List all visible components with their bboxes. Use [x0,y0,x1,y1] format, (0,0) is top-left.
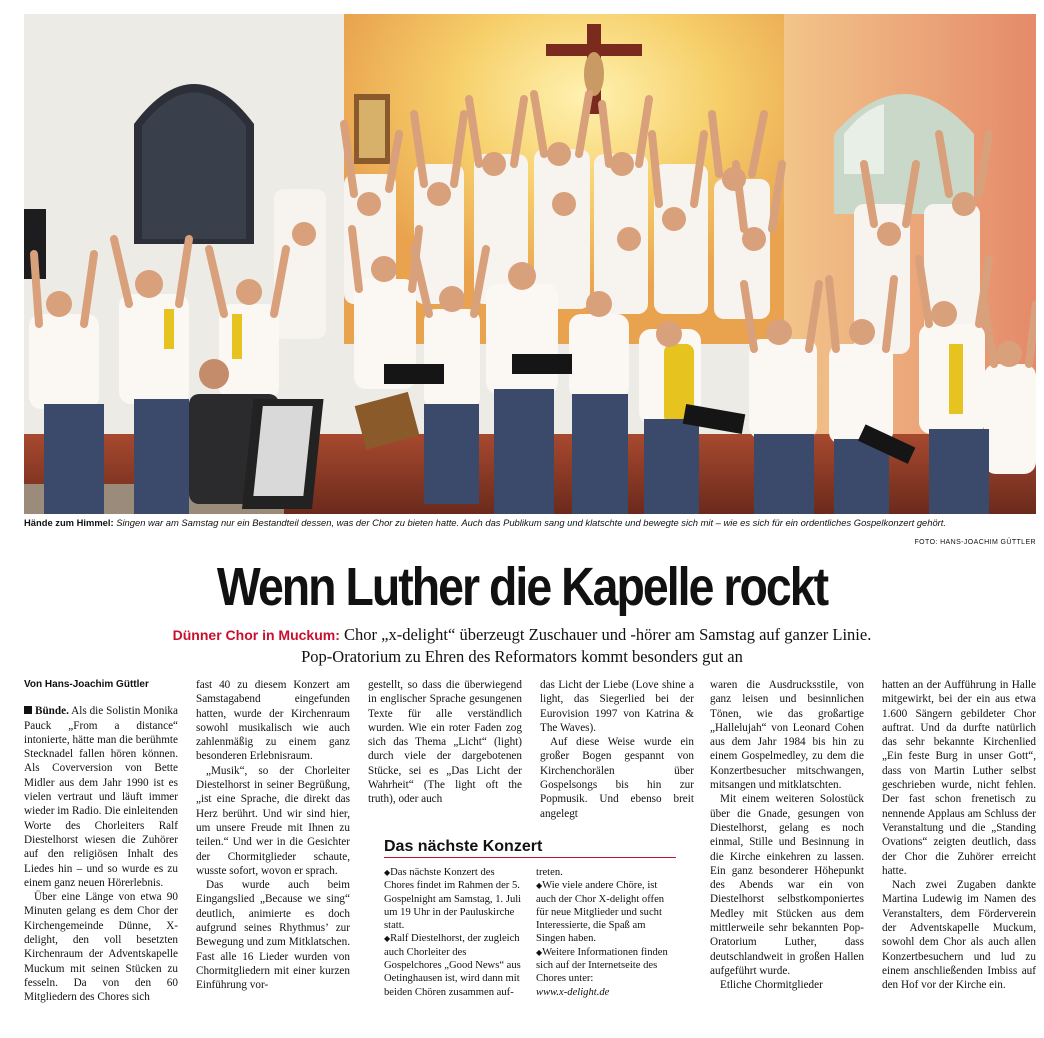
info-box-column-2 [536,866,676,999]
info-box [384,838,678,1034]
photo-credit: FOTO: HANS-JOACHIM GÜTTLER [914,539,1036,546]
subhead-kicker: Dünner Chor in Muckum: [172,627,340,643]
article-column-5 [710,678,864,1034]
subheadline [120,624,924,667]
article-paragraph [24,704,178,890]
article-paragraph: hatten an der Aufführung in Halle mitgewirkt, bei der ein aus etwa 1.600 Sängern gebildeter Chor auftrat. Und da durfte natürlich das sehr bekannte Kirchenlied „Ein feste Burg in unser Gott“, dass von Martin Luther selbst geschrieben wurde, nicht fehlen. Der fast schon frenetisch zu nennende Applaus am Schluss der Veranstaltung und die „Standing Ovations“ zeigten deutlich, dass der Chor die Zuhörer erreicht hatte. [882,679,1036,877]
caption-lead: Hände zum Himmel: [24,517,114,528]
article-paragraph: „Musik“, so der Chorleiter Diestelhorst in seiner Begrüßung, „ist eine Sprache, die direkt das Herz berührt. Und wir sind hier, um unsere Freude mit Ihnen zu teilen.“ Und wer in die Gesichter der Chormitglieder schaute, wusste sofort, wovon er sprach. [196,764,350,877]
article-paragraph: Auf diese Weise wurde ein großer Bogen gespannt von Kirchenchorälen über Gospelsongs bis hin zur Popmusik. Und ebenso breit angelegt [540,736,694,820]
info-item: treten. [536,867,563,878]
article-paragraph: Das wurde auch beim Eingangslied „Because we sing“ deutlich, animierte es doch aufgrund seines Rhythmus’ zur Bewegung und zum Mitklatschen. Fast alle 16 Lieder wurden von Chormitgliedern mit einer kurzen Einführung vor- [196,879,350,992]
article-column-3 [368,678,522,828]
article-paragraph: gestellt, so dass die überwiegend in englischer Sprache gesungenen Texte für alle verständlich wurden. Wie ein roter Faden zog sich das Thema „Licht“ (light) durch viele der dargebotenen Stücke, sei es „Das Licht der Wahrheit“ (The light oft the truth), oder auch [368,679,522,806]
article-column-4 [540,678,694,828]
info-item: ◆ Das nächste Konzert des Chores findet im Rahmen der 5. Gospelnight am Samstag, 1. Juli um 19 Uhr in der Pauluskirche statt. [384,866,524,932]
headline: Wenn Luther die Kapelle rockt [216,557,828,617]
article-column-2 [196,678,350,1034]
section-square-icon [24,706,32,714]
subhead-line1: Chor „x-delight“ überzeugt Zuschauer und -hörer am Samstag auf ganzer Linie. [344,625,872,644]
article-paragraph: Nach zwei Zugaben dankte Martina Ludewig im Namen des Veranstalters, dem Förderverein der Adventskapelle Muckum, sowohl dem Chor als auch allen Konzertbesuchern und lud zu einem anschließenden Imbiss auf den Hof vor der Kirche ein. [882,879,1036,992]
choir-photo-illustration [24,14,1036,514]
article-paragraph: Mit einem weiteren Solostück über die Gnade, gesungen von Diestelhorst, gelang es noch einmal, Stille und Besinnung in die Kirche einkehren zu lassen. Ein ganz besonderer Höhepunkt des Abends war ein von Diestelhorst selbstkomponiertes Medley mit Stücken aus dem mittlerweile sehr bekannten Pop-Oratorium Luther, dass deutschlandweit in großen Hallen aufgeführt wurde. [710,793,864,977]
dateline: Bünde. [35,705,69,718]
article-paragraph: das Licht der Liebe (Love shine a light, das Siegerlied bei der Eurovision 1997 von Katrina & The Waves). [540,679,694,734]
paragraph-text: Als die Solistin Monika Pauck „From a distance“ intonierte, hätte man die berühmte Stecknadel fallen hören können. Als Coverversion von Bette Midler aus dem Jahr 1990 ist es vielen vertraut und läuft immer wieder im Radio. Die einleitenden Worte des Chorleiters Ralf Diestelhorst wiesen die Zuhörer auf den religiösen Inhalt des Liedes hin – und so wurde es zu einem ganz neuen Hörerlebnis. [24,705,178,889]
info-item: ◆ Ralf Diestelhorst, der zugleich auch Chorleiter des Gospelchores „Good News“ aus Oetinghausen ist, wird dann mit beiden Chören zusammen auf- [384,932,524,998]
caption-text: Singen war am Samstag nur ein Bestandteil dessen, was der Chor zu bieten hatte. Auch das Publikum sang und klatschte und bewegte sich mit – wie es sich für ein ordentliches Gospelkonzert gehört. [116,517,947,528]
article-column-1 [24,678,178,1034]
subhead-line2: Pop-Oratorium zu Ehren des Reformators kommt besonders gut an [301,647,743,666]
article-paragraph: Etliche Chormitglieder [720,979,823,992]
byline: Von Hans-Joachim Güttler [24,679,149,690]
article-paragraph: waren die Ausdrucksstile, von ganz leisen und besinnlichen Tönen, wie das großartige „Hallelujah“ von Leonard Cohen aus dem Jahr 1984 bis hin zu einem Gospelmedley, zu dem die Konzertbesucher mitschwangen, mitsangen und mitklatschten. [710,679,864,792]
info-item: ◆ Wie viele andere Chöre, ist auch der Chor X-delight offen für neue Mitglieder und sucht Interessierte, die Spaß am Singen haben. [536,879,676,945]
photo-caption [24,517,1036,547]
article-paragraph: fast 40 zu diesem Konzert am Samstagabend eingefunden hatten, wurde der Kirchenraum sowohl musikalisch wie auch zahlenmäßig zu einem ganz besonderen Erlebnisraum. [196,679,350,763]
info-box-title: Das nächste Konzert [384,838,676,858]
article-column-6 [882,678,1036,1034]
article-paragraph: Über eine Länge von etwa 90 Minuten gelang es dem Chor der Kirchengemeinde Dünne, X-delight, den voll besetzten Kirchenraum der Adventskapelle Muckum mit seinen Stücken zu fesseln. Da von den 60 Mitgliedern des Chores sich [24,891,178,1004]
website-link[interactable]: www.x-delight.de [536,986,610,998]
choir-photo [24,14,1036,514]
info-item: ◆ Weitere Informationen finden sich auf der Internetseite des Chores unter: [536,946,676,986]
info-box-column-1 [384,866,524,999]
